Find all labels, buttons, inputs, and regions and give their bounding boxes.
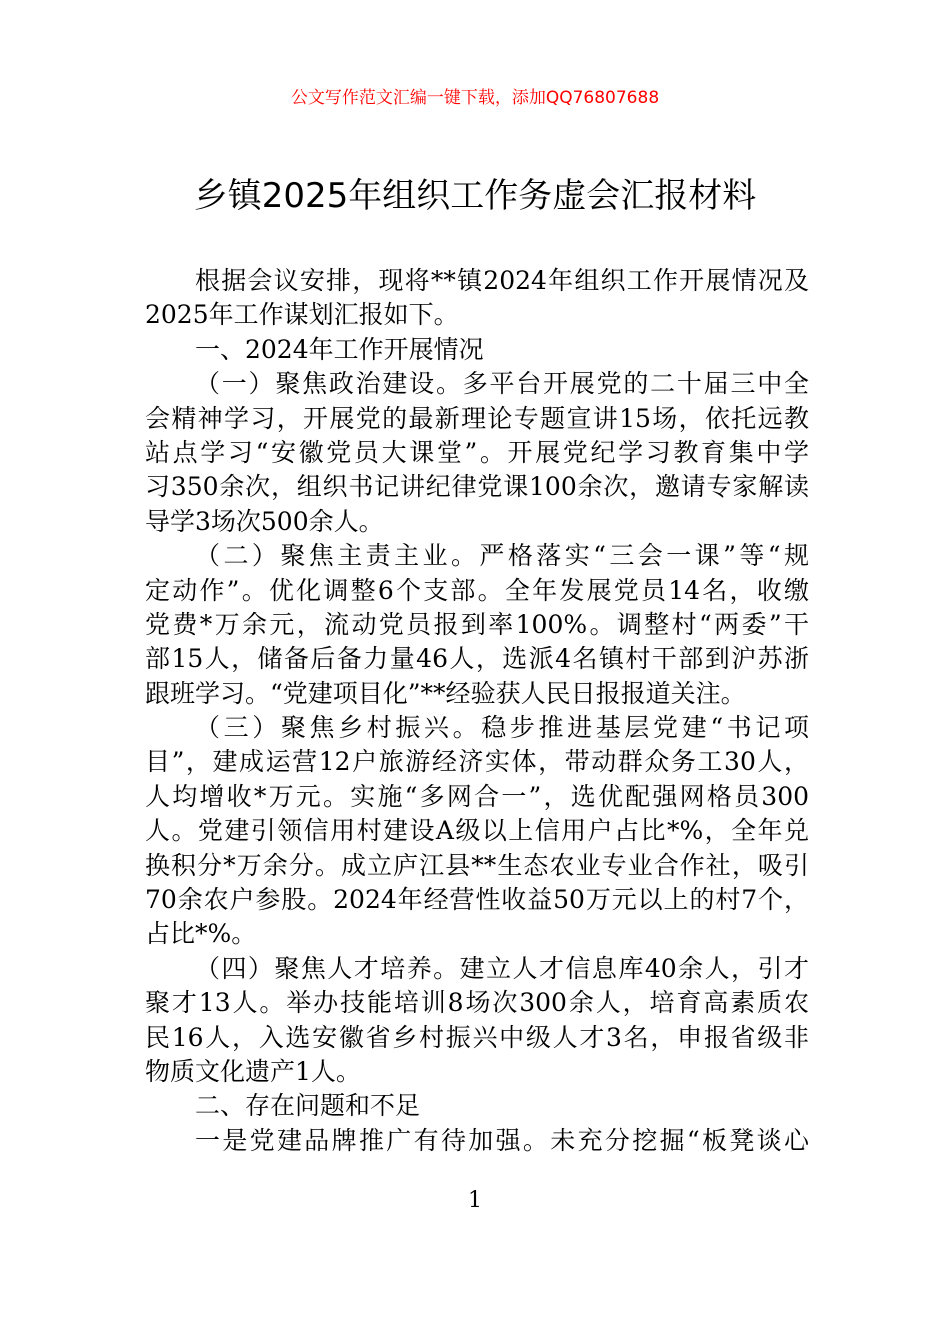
body-line: 目”，建成运营12户旅游经济实体，带动群众务工30人，	[145, 747, 809, 777]
body-line: 会精神学习，开展党的最新理论专题宣讲15场，依托远教	[145, 403, 809, 433]
body-line: 民16人，入选安徽省乡村振兴中级人才3名，申报省级非	[145, 1022, 809, 1052]
download-notice: 公文写作范文汇编一键下载，添加QQ76807688	[290, 88, 660, 108]
body-line: 定动作”。优化调整6个支部。全年发展党员14名，收缴	[145, 575, 809, 605]
body-line: 习350余次，组织书记讲纪律党课100余次，邀请专家解读	[145, 472, 809, 502]
page-number: 1	[468, 1188, 482, 1213]
body-line: 党费*万余元，流动党员报到率100%。调整村“两委”干	[145, 609, 809, 639]
body-line: 部15人，储备后备力量46人，选派4名镇村干部到沪苏浙	[145, 644, 809, 674]
document-body	[145, 264, 809, 1158]
document-title: 乡镇2025年组织工作务虚会汇报材料	[193, 176, 757, 216]
body-line: 导学3场次500余人。	[145, 506, 384, 536]
body-line: 站点学习“安徽党员大课堂”。开展党纪学习教育集中学	[145, 437, 809, 467]
body-line: 占比*%。	[145, 919, 257, 949]
body-line: （四）聚焦人才培养。建立人才信息库40余人，引才	[195, 953, 809, 983]
body-line: （三）聚焦乡村振兴。稳步推进基层党建“书记项	[195, 713, 809, 743]
body-line: （一）聚焦政治建设。多平台开展党的二十届三中全	[195, 369, 809, 399]
body-line: 物质文化遗产1人。	[145, 1056, 361, 1086]
body-line: 根据会议安排，现将**镇2024年组织工作开展情况及	[195, 266, 809, 295]
body-line: 人均增收*万元。实施“多网合一”，选优配强网格员300	[145, 781, 809, 811]
section-heading: 一、2024年工作开展情况	[195, 334, 484, 364]
body-line: 人。党建引领信用村建设A级以上信用户占比*%，全年兑	[145, 816, 809, 846]
body-line: （二）聚焦主责主业。严格落实“三会一课”等“规	[195, 541, 809, 571]
body-line: 一是党建品牌推广有待加强。未充分挖掘“板凳谈心	[195, 1125, 809, 1155]
body-line: 跟班学习。“党建项目化”**经验获人民日报报道关注。	[145, 678, 746, 708]
body-line: 70余农户参股。2024年经营性收益50万元以上的村7个，	[145, 885, 809, 915]
body-line: 2025年工作谋划汇报如下。	[145, 300, 459, 330]
section-heading: 二、存在问题和不足	[195, 1091, 421, 1121]
body-line: 换积分*万余分。成立庐江县**生态农业专业合作社，吸引	[145, 850, 809, 880]
body-line: 聚才13人。举办技能培训8场次300余人，培育高素质农	[145, 988, 809, 1018]
